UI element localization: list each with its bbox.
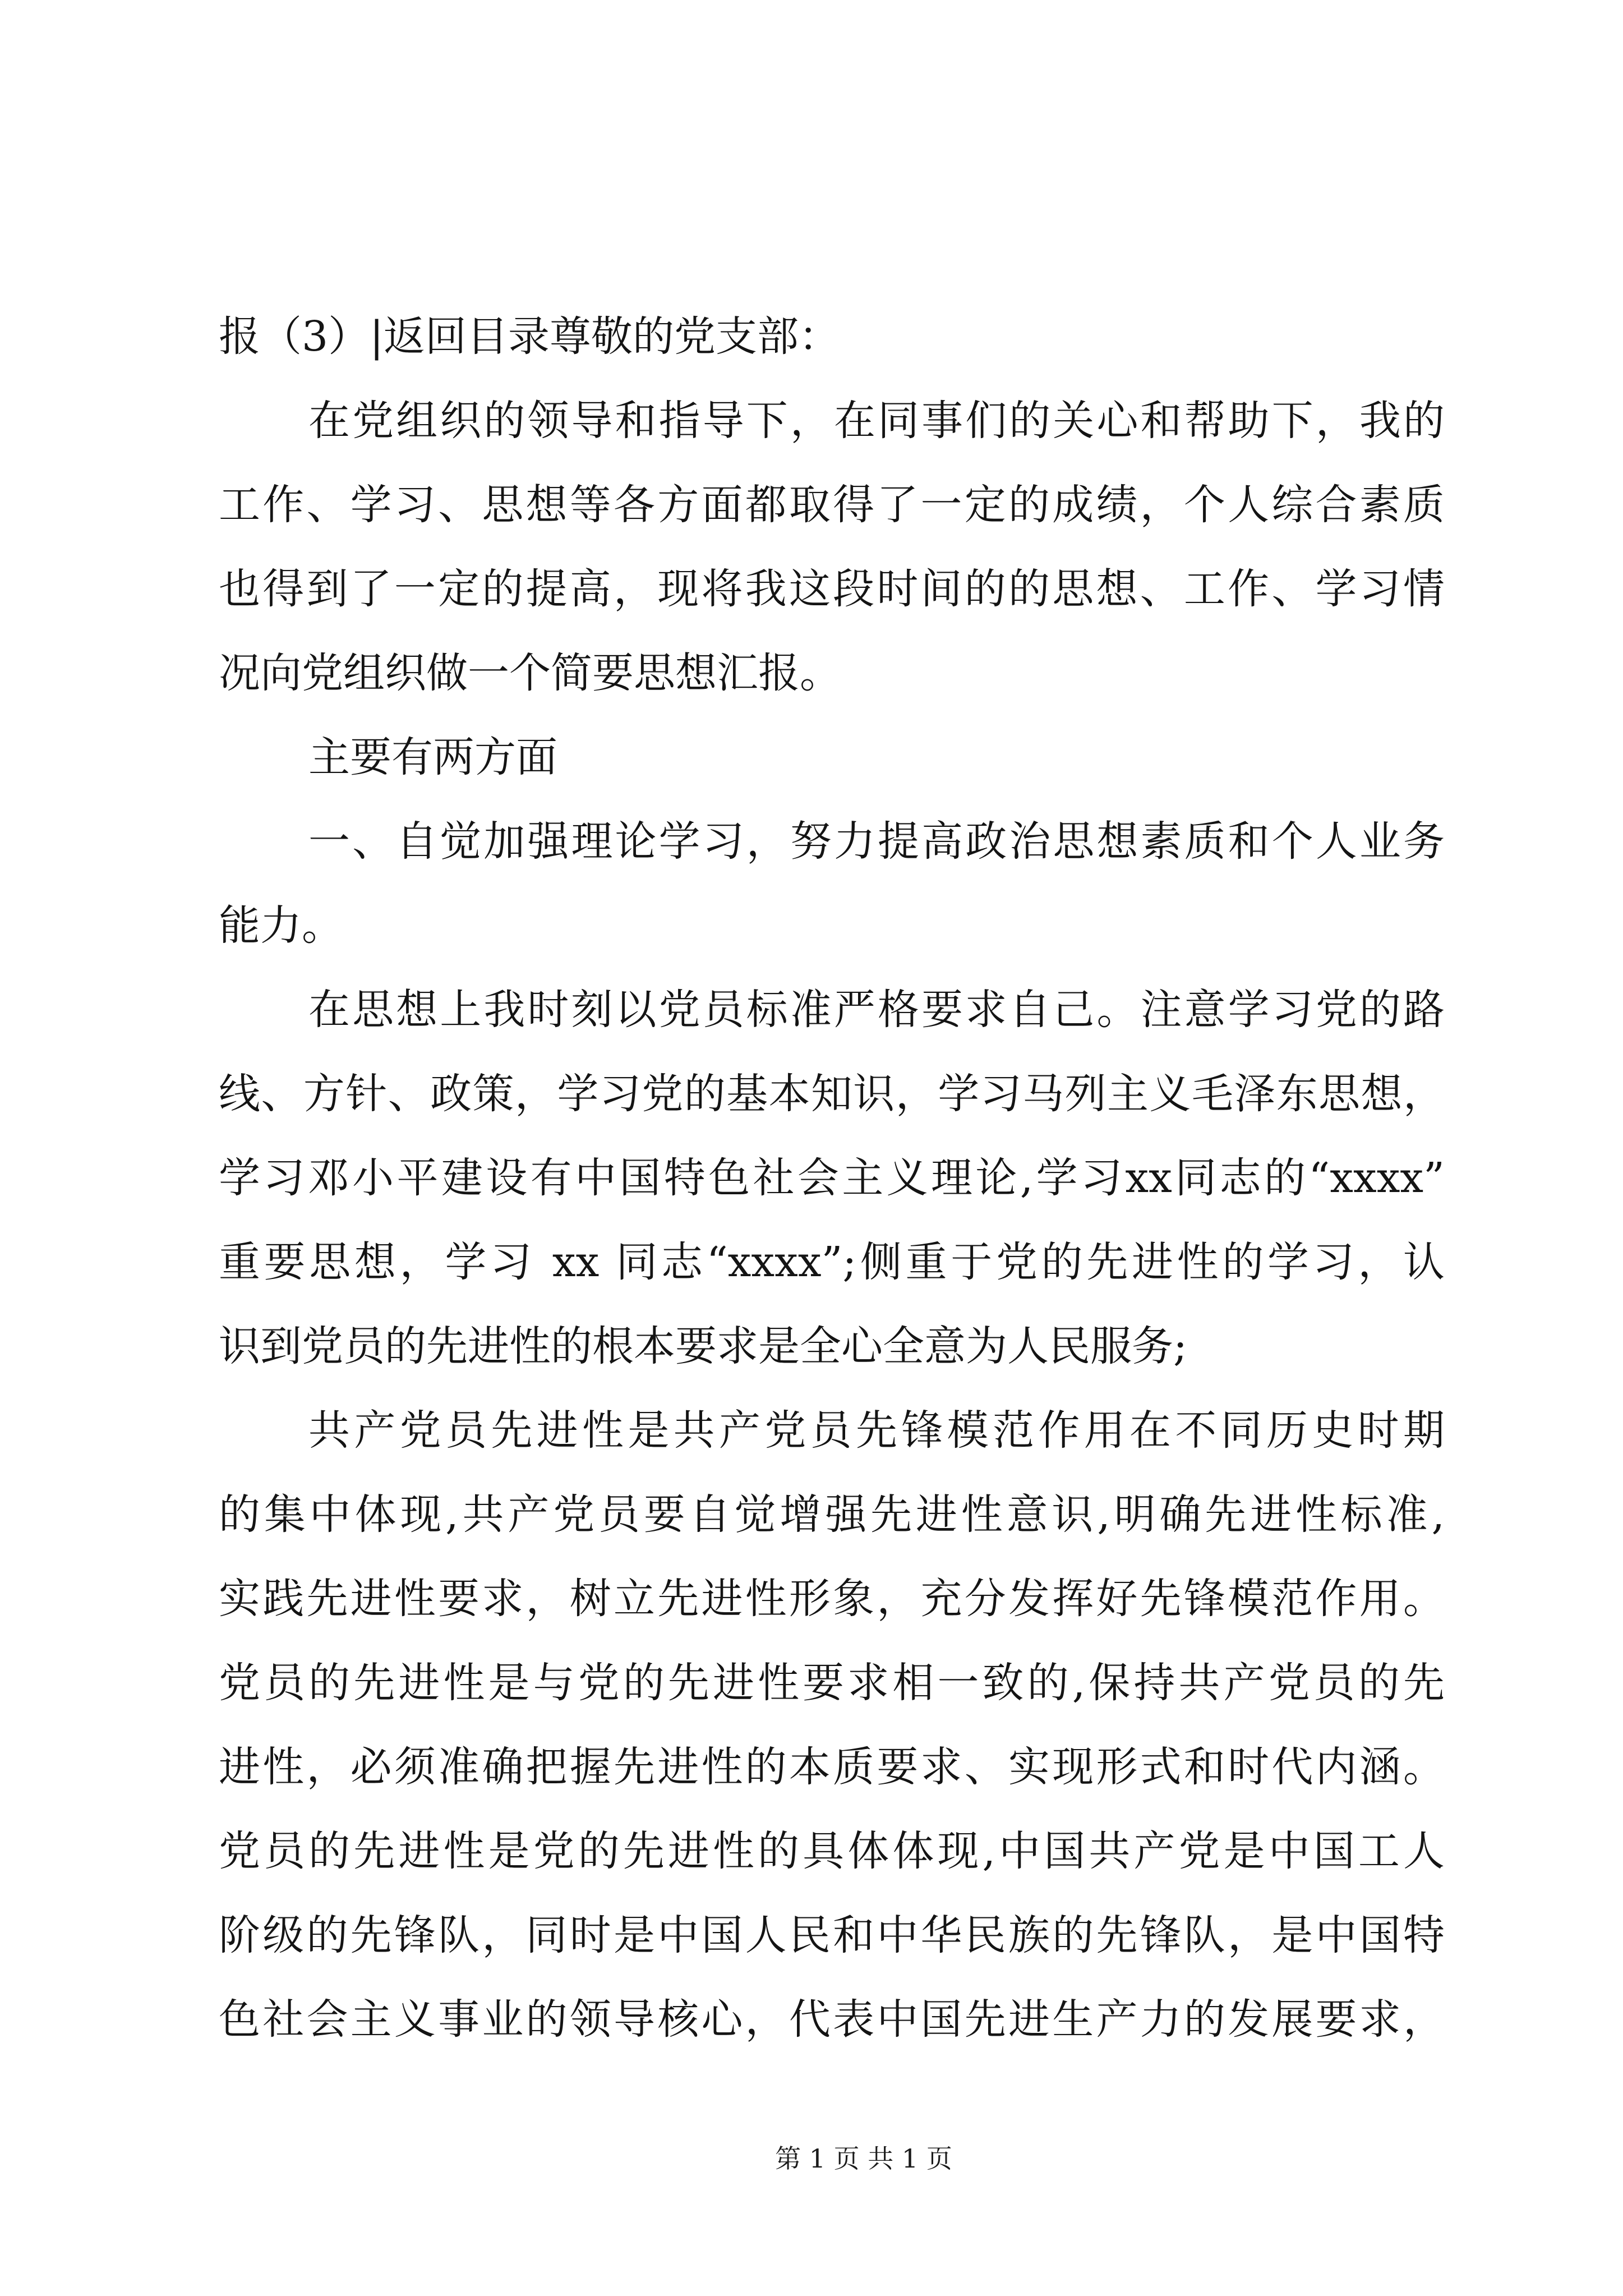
text-line: 也得到了一定的提高，现将我这段时间的的思想、工作、学习情 xyxy=(219,565,1445,613)
text-line: 况向党组织做一个简要思想汇报。 xyxy=(219,649,841,697)
text-line: 线、方针、政策，学习党的基本知识，学习马列主义毛泽东思想， xyxy=(219,1070,1445,1118)
text-line: 学习邓小平建设有中国特色社会主义理论,学习xx同志的“xxxx” xyxy=(219,1154,1445,1202)
paragraph-heading xyxy=(219,295,1445,379)
text-line: 报（3）|返回目录尊敬的党支部： xyxy=(219,312,841,361)
paragraph xyxy=(219,1388,1445,2062)
text-line: 党员的先进性是党的先进性的具体体现,中国共产党是中国工人 xyxy=(219,1827,1445,1875)
text-line: 工作、学习、思想等各方面都取得了一定的成绩，个人综合素质 xyxy=(219,481,1445,529)
text-line: 党员的先进性是与党的先进性要求相一致的,保持共产党员的先 xyxy=(219,1659,1445,1707)
text-line: 能力。 xyxy=(219,901,343,950)
text-line: 实践先进性要求，树立先进性形象，充分发挥好先锋模范作用。 xyxy=(219,1575,1445,1623)
paragraph xyxy=(219,968,1445,1388)
text-line: 在党组织的领导和指导下，在同事们的关心和帮助下，我的 xyxy=(308,397,1445,445)
text-line: 主要有两方面 xyxy=(308,733,557,781)
paragraph xyxy=(219,715,1445,799)
text-line: 进性，必须准确把握先进性的本质要求、实现形式和时代内涵。 xyxy=(219,1743,1445,1791)
text-line: 重要思想，学习 xx 同志“xxxx”;侧重于党的先进性的学习，认 xyxy=(219,1238,1445,1286)
text-line: 阶级的先锋队，同时是中国人民和中华民族的先锋队，是中国特 xyxy=(219,1911,1445,1959)
document-body xyxy=(219,295,1445,2062)
paragraph xyxy=(219,379,1445,715)
text-line: 一、自觉加强理论学习，努力提高政治思想素质和个人业务 xyxy=(308,817,1445,866)
text-line: 在思想上我时刻以党员标准严格要求自己。注意学习党的路 xyxy=(308,986,1445,1034)
page-footer-number: 第 1 页 共 1 页 xyxy=(775,2143,952,2174)
text-line: 共产党员先进性是共产党员先锋模范作用在不同历史时期 xyxy=(308,1406,1445,1455)
text-line: 的集中体现,共产党员要自觉增强先进性意识,明确先进性标准, xyxy=(219,1490,1445,1539)
text-line: 色社会主义事业的领导核心，代表中国先进生产力的发展要求， xyxy=(219,1995,1445,2044)
text-line: 识到党员的先进性的根本要求是全心全意为人民服务; xyxy=(219,1322,1187,1370)
paragraph-section-heading xyxy=(219,799,1445,968)
